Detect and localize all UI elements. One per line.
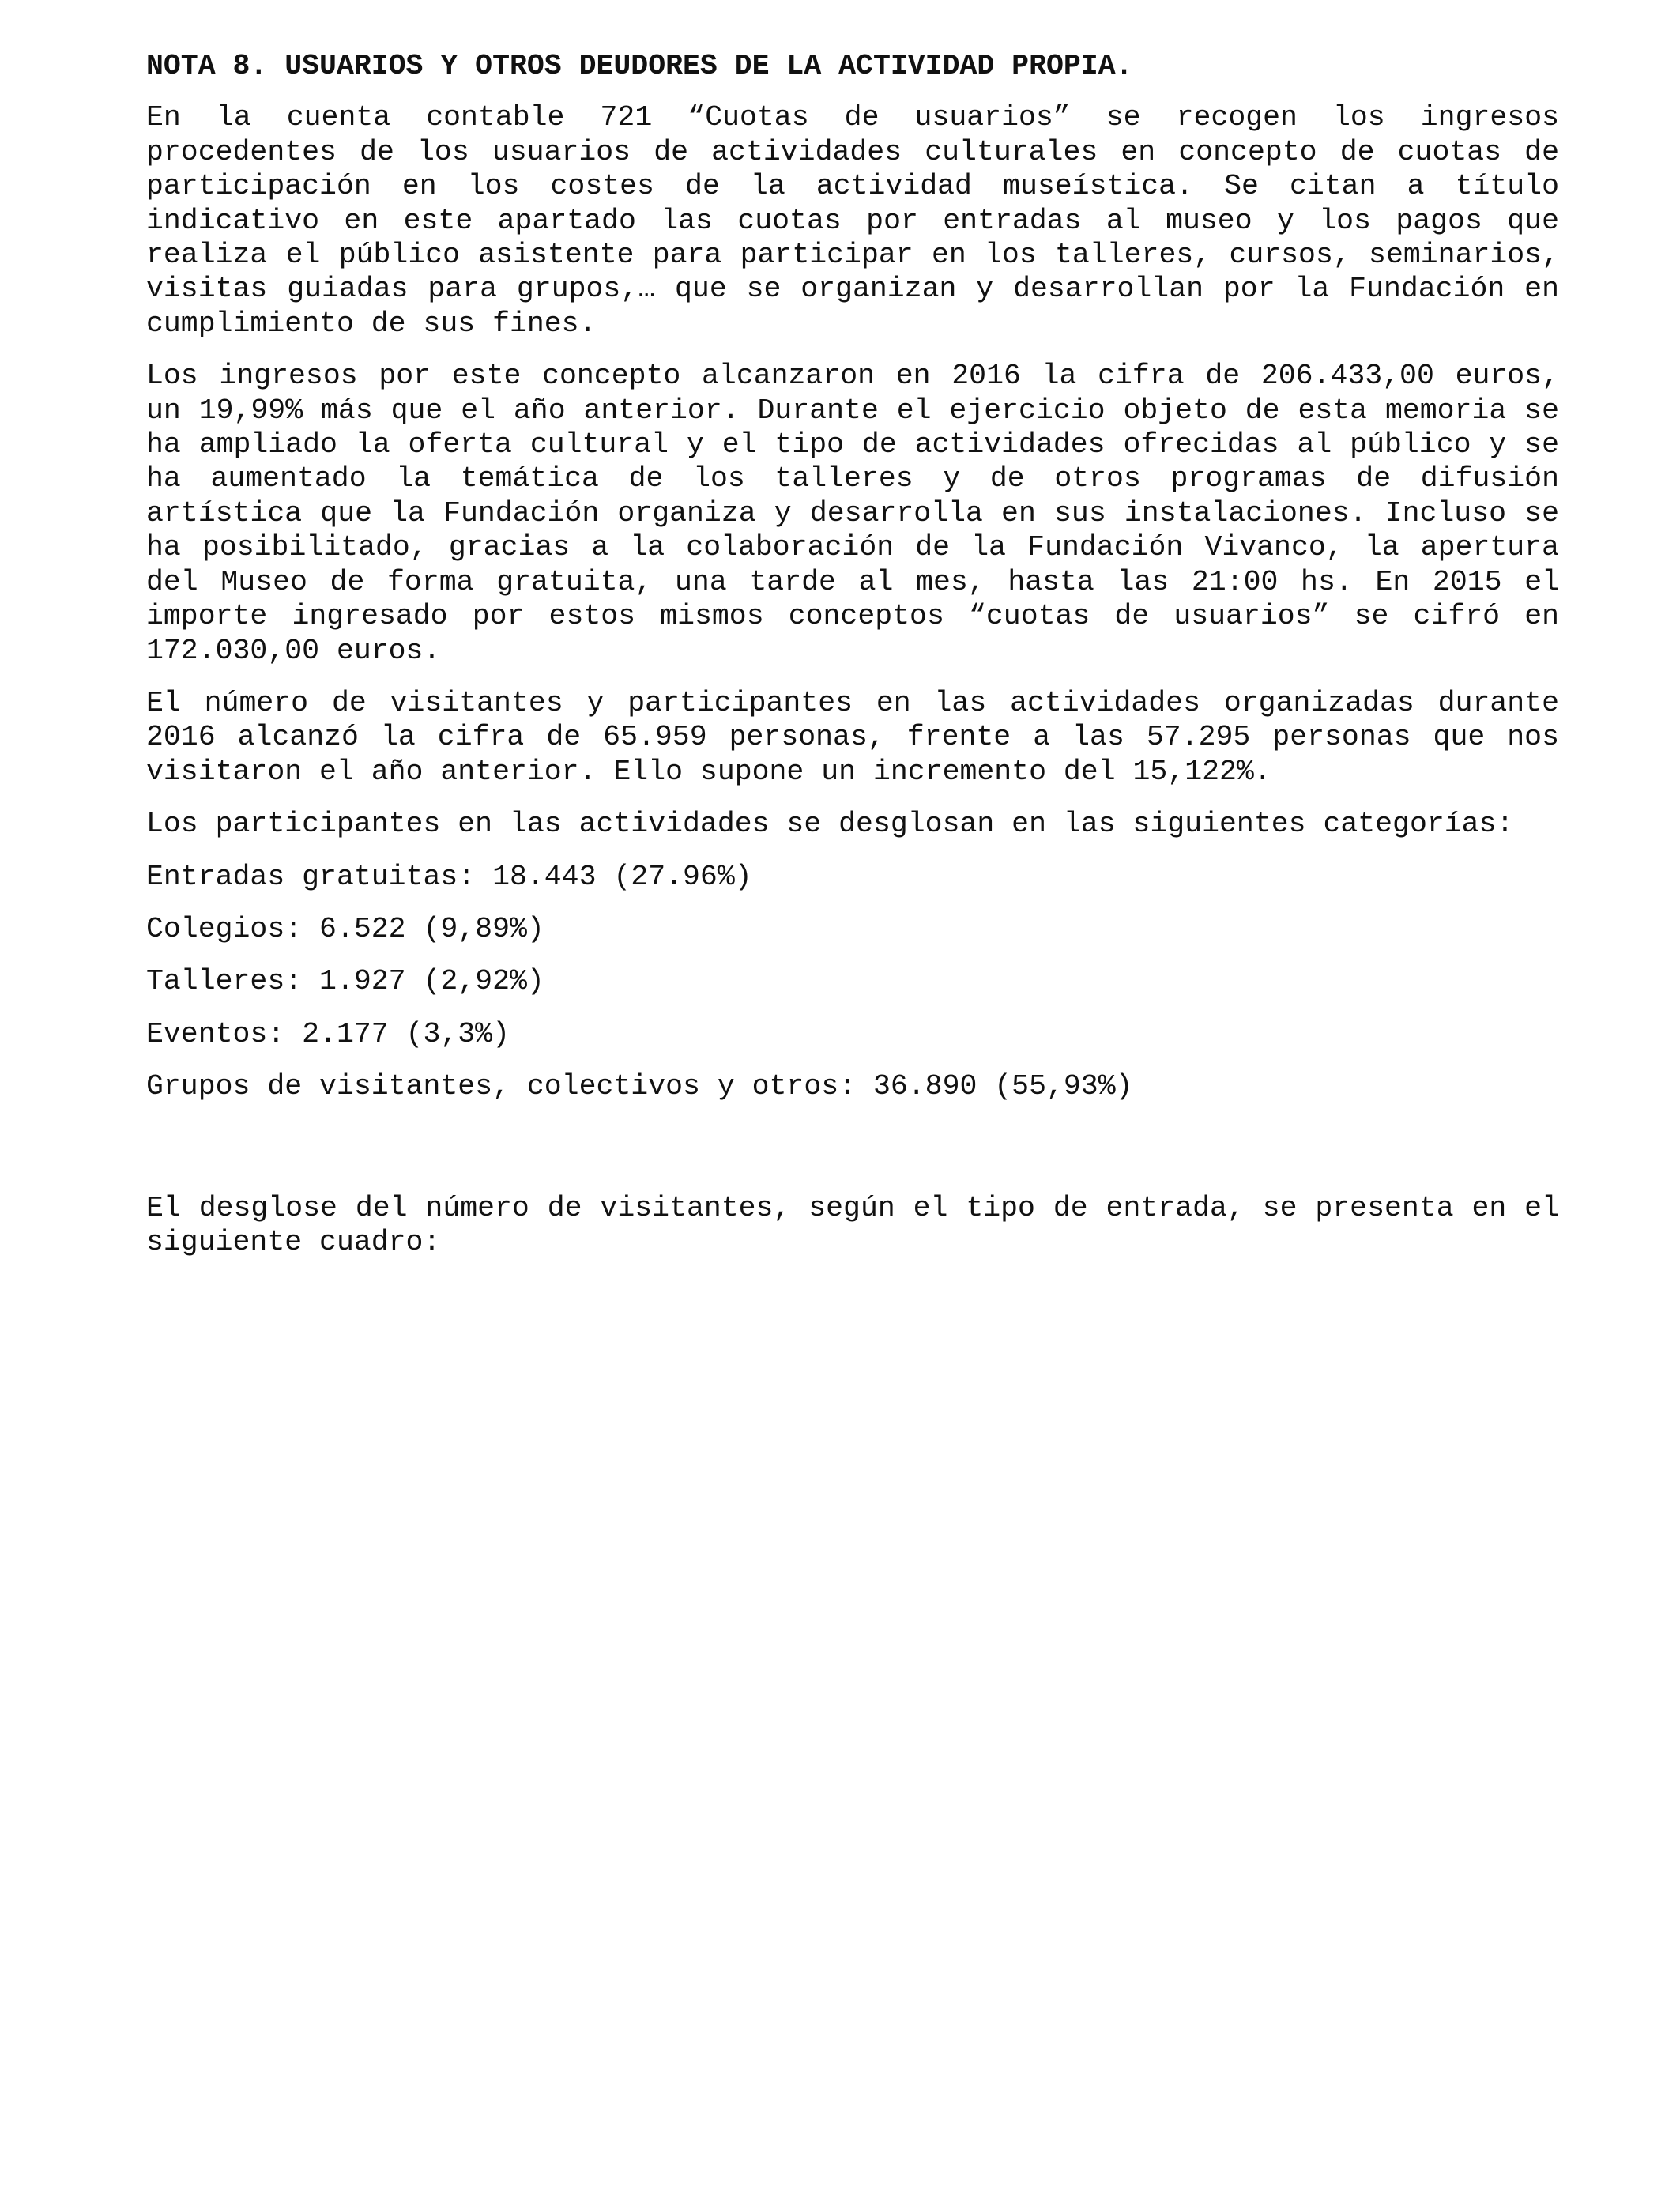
category-talleres: Talleres: 1.927 (2,92%) [146, 965, 544, 998]
paragraph-ingresos: Los ingresos por este concepto alcanzaron en 2016 la cifra de 206.433,00 euros, un 19,99% más que el año anterior. Durante el ejercicio objeto de esta memoria se ha ampliado la oferta cultural y el tipo de actividades ofrecidas al público y se ha aumentado la temática de los talleres y de otros programas de difusión artística que la Fundación organiza y desarrolla en sus instalaciones. Incluso se ha posibilitado, gracias a la colaboración de la Fundación Vivanco, la apertura del Museo de forma gratuita, una tarde al mes, hasta las 21:00 hs. En 2015 el importe ingresado por estos mismos conceptos “cuotas de usuarios” se cifró en 172.030,00 euros. [146, 360, 1559, 667]
document-page [146, 49, 1559, 1277]
category-eventos: Eventos: 2.177 (3,3%) [146, 1017, 510, 1050]
spacer [146, 1122, 1559, 1191]
category-entradas-gratuitas: Entradas gratuitas: 18.443 (27.96%) [146, 860, 752, 893]
paragraph-visitantes: El número de visitantes y participantes en las actividades organizadas durante 2016 alcanzó la cifra de 65.959 personas, frente a las 57.295 personas que nos visitaron el año anterior. Ello supone un incremento del 15,122%. [146, 686, 1559, 788]
paragraph-cuotas-usuarios: En la cuenta contable 721 “Cuotas de usuarios” se recogen los ingresos procedentes de los usuarios de actividades culturales en concepto de cuotas de participación en los costes de la actividad museística. Se citan a título indicativo en este apartado las cuotas por entradas al museo y los pagos que realiza el público asistente para participar en los talleres, cursos, seminarios, visitas guiadas para grupos,… que se organizan y desarrollan por la Fundación en cumplimiento de sus fines. [146, 101, 1559, 340]
category-colegios: Colegios: 6.522 (9,89%) [146, 912, 544, 945]
section-heading: NOTA 8. USUARIOS Y OTROS DEUDORES DE LA ACTIVIDAD PROPIA. [146, 50, 1133, 82]
paragraph-desglose: El desglose del número de visitantes, según el tipo de entrada, se presenta en el siguiente cuadro: [146, 1191, 1559, 1258]
category-grupos: Grupos de visitantes, colectivos y otros: 36.890 (55,93%) [146, 1070, 1133, 1103]
paragraph-categorias-intro: Los participantes en las actividades se desglosan en las siguientes categorías: [146, 808, 1514, 841]
